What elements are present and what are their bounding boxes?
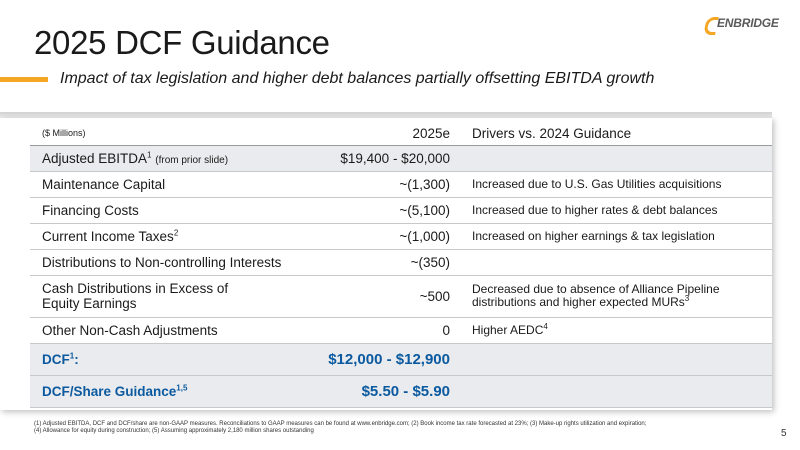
year-header: 2025e (308, 122, 462, 145)
total-label: DCF$^1$: (30, 343, 308, 375)
row-label: Distributions to Non-controlling Interests (30, 249, 308, 275)
total-empty (462, 375, 772, 407)
total-row-dcf-share (30, 375, 772, 407)
row-driver: Higher AEDC$^4$ (462, 317, 772, 343)
table-header-row (30, 122, 772, 145)
page-subtitle: Impact of tax legislation and higher debt balances partially offsetting EBITDA growth (60, 70, 655, 87)
row-driver: Increased due to U.S. Gas Utilities acquisitions (462, 171, 772, 197)
footnote-line-1: (1) Adjusted EBITDA, DCF and DCF/share are non-GAAP measures. Reconciliations to GAAP measures can be found at www.enbridge.com; (2) Book income tax rate forecasted at 23%; (3) Make-up rights utilization and expiration; (34, 421, 647, 427)
row-driver (462, 145, 772, 171)
row-value: ~(1,000) (308, 223, 462, 249)
total-value: $5.50 - $5.90 (308, 375, 462, 407)
row-value: ~(1,300) (308, 171, 462, 197)
row-label: Adjusted EBITDA$^1$ (from prior slide) (30, 145, 308, 171)
accent-bar (0, 77, 48, 82)
table-row (30, 317, 772, 343)
row-driver (462, 249, 772, 275)
row-value: ~(5,100) (308, 197, 462, 223)
row-label: Financing Costs (30, 197, 308, 223)
page-title: 2025 DCF Guidance (34, 24, 330, 61)
table-row (30, 197, 772, 223)
row-value: ~500 (308, 275, 462, 317)
page-number: 5 (781, 428, 787, 439)
enbridge-logo (704, 13, 784, 33)
total-empty (462, 343, 772, 375)
row-value: 0 (308, 317, 462, 343)
row-value: ~(350) (308, 249, 462, 275)
row-label: Cash Distributions in Excess of Equity Earnings (30, 275, 308, 317)
table-row (30, 249, 772, 275)
footnote-line-2: (4) Allowance for equity during construction; (5) Assuming approximately 2,180 million shares outstanding (34, 428, 314, 434)
row-driver: Increased on higher earnings & tax legislation (462, 223, 772, 249)
total-value: $12,000 - $12,900 (308, 343, 462, 375)
row-driver: Increased due to higher rates & debt balances (462, 197, 772, 223)
enbridge-logo-icon (704, 15, 716, 31)
logo-text: ENBRIDGE (717, 16, 779, 30)
drivers-header: Drivers vs. 2024 Guidance (462, 122, 772, 145)
row-label: Maintenance Capital (30, 171, 308, 197)
row-driver: Decreased due to absence of Alliance Pipeline distributions and higher expected MURs$^3$ (462, 275, 772, 317)
dcf-table (30, 122, 772, 408)
table-row (30, 145, 772, 171)
table-row (30, 171, 772, 197)
units-label: ($ Millions) (30, 122, 308, 145)
footnote (34, 421, 734, 435)
row-value: $19,400 - $20,000 (308, 145, 462, 171)
row-label: Other Non-Cash Adjustments (30, 317, 308, 343)
total-label: DCF/Share Guidance$^{1,5}$ (30, 375, 308, 407)
table-row (30, 275, 772, 317)
table-row (30, 223, 772, 249)
row-label: Current Income Taxes$^2$ (30, 223, 308, 249)
total-row-dcf (30, 343, 772, 375)
